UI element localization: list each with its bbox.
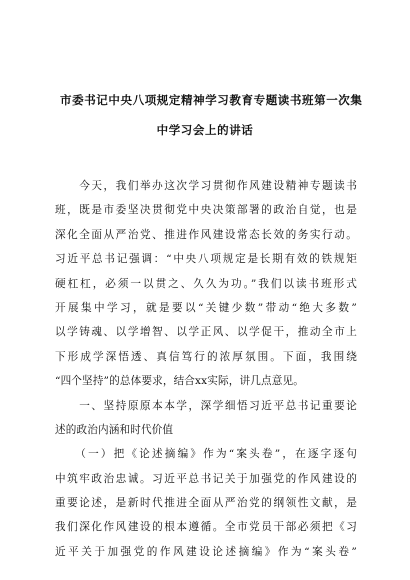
body-line: 以学铸魂、以学增智、以学正风、以学促干，推动全市上 bbox=[55, 326, 357, 339]
body-line: 重要论述，是新时代推进全面从严治党的纲领性文献，是 bbox=[55, 497, 357, 510]
body-line: 近平关于加强党的作风建设论述摘编》作为“案头卷” bbox=[55, 545, 357, 558]
section-heading-line: 述的政治内涵和时代价值 bbox=[55, 423, 174, 436]
document-body bbox=[55, 174, 357, 564]
document-title-line-2: 中学习会上的讲话 bbox=[156, 123, 254, 137]
document-title-line-1: 市委书记中央八项规定精神学习教育专题读书班第一次集 bbox=[60, 93, 363, 107]
body-line: 习近平总书记强调：“中央八项规定是长期有效的铁规矩 bbox=[55, 253, 357, 266]
body-line: 今天，我们举办这次学习贯彻作风建设精神专题读书 bbox=[55, 180, 357, 192]
body-line: 硬杠杠，必须一以贯之、久久为功。”我们以读书班形式 bbox=[55, 277, 357, 290]
body-line: 开展集中学习，就是要以“关键少数”带动“绝大多数” bbox=[55, 301, 357, 314]
body-line: 中筑牢政治忠诚。习近平总书记关于加强党的作风建设的 bbox=[55, 472, 357, 485]
body-line: 我们深化作风建设的根本遵循。全市党员干部必须把《习 bbox=[55, 521, 357, 534]
body-line: 下形成学深悟透、真信笃行的浓厚氛围。下面，我围绕 bbox=[55, 350, 357, 363]
section-heading-line: 一、坚持原原本本学，深学细悟习近平总书记重要论 bbox=[55, 399, 357, 412]
body-line: “四个坚持”的总体要求，结合xx实际，讲几点意见。 bbox=[55, 375, 304, 388]
body-line: 班，既是市委坚决贯彻党中央决策部署的政治自觉，也是 bbox=[55, 204, 357, 217]
body-line: （一）把《论述摘编》作为“案头卷”，在逐字逐句 bbox=[55, 448, 357, 461]
body-line: 深化全面从严治党、推进作风建设常态长效的务实行动。 bbox=[55, 228, 357, 241]
